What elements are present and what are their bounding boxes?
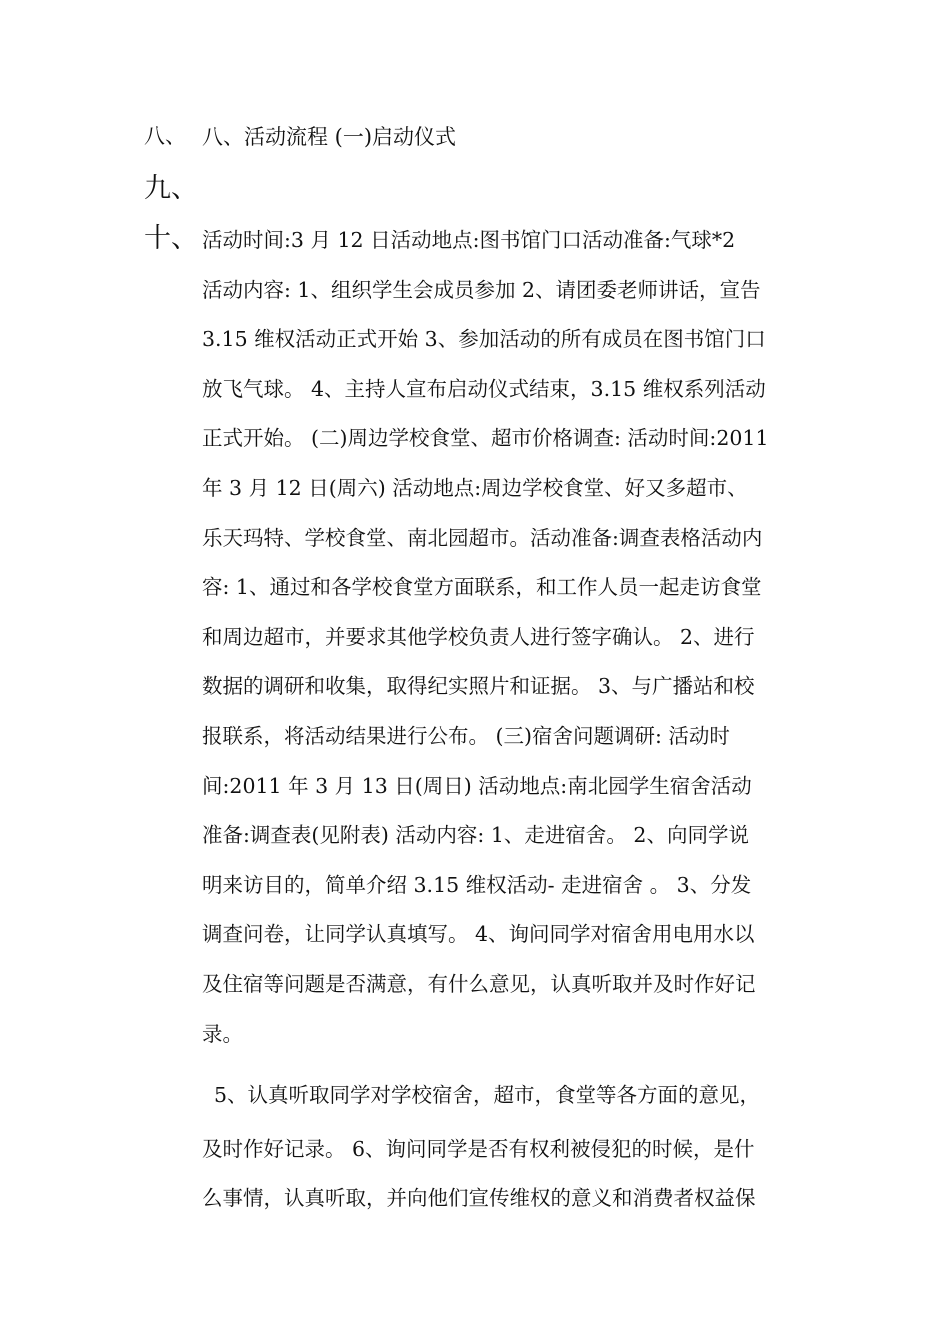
text-line: 数据的调研和收集，取得纪实照片和证据。 3、与广播站和校 bbox=[202, 674, 755, 699]
text-line: 5、认真听取同学对学校宿舍，超市，食堂等各方面的意见， bbox=[214, 1083, 761, 1108]
text-line: 间:2011 年 3 月 13 日(周日) 活动地点:南北园学生宿舍活动 bbox=[202, 773, 752, 798]
list-numeral-eight: 八、 bbox=[144, 124, 186, 148]
text-line: 及住宿等问题是否满意，有什么意见，认真听取并及时作好记 bbox=[202, 971, 756, 996]
body-text bbox=[202, 222, 822, 1230]
text-line: 准备:调查表(见附表) 活动内容: 1、走进宿舍。 2、向同学说 bbox=[202, 823, 749, 848]
text-line: 正式开始。 (二)周边学校食堂、超市价格调查: 活动时间:2011 bbox=[202, 426, 769, 451]
text-line: 和周边超市，并要求其他学校负责人进行签字确认。 2、进行 bbox=[202, 624, 755, 649]
text-line: 么事情，认真听取，并向他们宣传维权的意义和消费者权益保 bbox=[202, 1186, 756, 1211]
text-line: 放飞气球。 4、主持人宣布启动仪式结束，3.15 维权系列活动 bbox=[202, 376, 766, 401]
text-line: 活动时间:3 月 12 日活动地点:图书馆门口活动准备:气球*2 bbox=[202, 228, 736, 252]
text-line: 容: 1、通过和各学校食堂方面联系，和工作人员一起走访食堂 bbox=[202, 575, 762, 600]
text-line: 调查问卷，让同学认真填写。 4、询问同学对宿舍用电用水以 bbox=[202, 922, 755, 947]
text-line: 录。 bbox=[202, 1021, 243, 1046]
text-line: 明来访目的，简单介绍 3.15 维权活动- 走进宿舍 。 3、分发 bbox=[202, 872, 752, 897]
text-line: 及时作好记录。 6、询问同学是否有权利被侵犯的时候，是什 bbox=[202, 1136, 755, 1161]
text-line: 年 3 月 12 日(周六) 活动地点:周边学校食堂、好又多超市、 bbox=[202, 475, 748, 500]
text-line: 报联系，将活动结果进行公布。 (三)宿舍问题调研: 活动时 bbox=[202, 723, 730, 748]
list-numeral-ten: 十、 bbox=[144, 223, 198, 254]
text-line: 3.15 维权活动正式开始 3、参加活动的所有成员在图书馆门口 bbox=[202, 327, 766, 352]
section-heading: 八、活动流程 (一)启动仪式 bbox=[202, 125, 457, 149]
text-line: 活动内容: 1、组织学生会成员参加 2、请团委老师讲话，宣告 bbox=[202, 277, 761, 302]
text-line: 乐天玛特、学校食堂、南北园超市。活动准备:调查表格活动内 bbox=[202, 525, 763, 550]
list-numeral-nine: 九、 bbox=[144, 173, 198, 204]
